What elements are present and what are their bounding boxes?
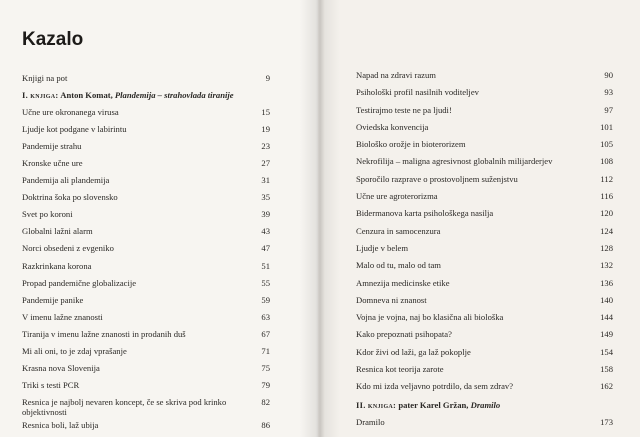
toc-entry-page: 144 (600, 312, 613, 323)
toc-entry-page: 79 (261, 379, 270, 390)
toc-right (356, 70, 613, 434)
toc-entry-page: 93 (604, 87, 613, 98)
toc-entry[interactable] (22, 420, 270, 437)
toc-entry-page: 101 (600, 121, 613, 132)
toc-entry[interactable] (22, 73, 270, 90)
toc-entry-page: 27 (261, 158, 270, 169)
toc-entry-title: Kdor živi od laži, ga laž pokoplje (356, 346, 471, 357)
toc-entry-page: 97 (604, 104, 613, 115)
toc-entry-page: 35 (261, 192, 270, 203)
toc-entry[interactable] (22, 175, 270, 192)
toc-entry-page: 47 (261, 243, 270, 254)
toc-entry-title: Norci obsedeni z evgeniko (22, 243, 114, 254)
toc-entry-title: Tiranija v imenu lažne znanosti in prodanih duš (22, 328, 186, 339)
toc-entry[interactable] (356, 295, 613, 312)
toc-entry-page: 149 (600, 329, 613, 340)
toc-entry-title: Mi ali oni, to je zdaj vprašanje (22, 345, 127, 356)
toc-entry-page: 173 (600, 417, 613, 428)
toc-entry-page: 140 (600, 294, 613, 305)
toc-entry-title: Bidermanova karta psihološkega nasilja (356, 208, 494, 219)
toc-entry-page: 15 (261, 107, 270, 118)
toc-entry[interactable] (356, 364, 613, 381)
toc-book-heading[interactable] (356, 400, 613, 417)
toc-entry-page: 31 (261, 175, 270, 186)
toc-left (22, 73, 270, 437)
toc-entry[interactable] (356, 122, 613, 139)
toc-entry-page: 154 (600, 346, 613, 357)
toc-entry-title: Učne ure agroterorizma (356, 191, 438, 202)
toc-entry[interactable] (356, 87, 613, 104)
toc-entry[interactable] (22, 261, 270, 278)
toc-entry-title: Cenzura in samocenzura (356, 225, 441, 236)
toc-entry-title: Propad pandemične globalizacije (22, 277, 137, 288)
toc-entry[interactable] (22, 346, 270, 363)
toc-entry[interactable] (356, 191, 613, 208)
toc-entry-title: Sporočilo razprave o prostovoljnem suženjstvu (356, 173, 518, 184)
book-title: Dramilo (470, 399, 501, 410)
toc-entry-page: 67 (261, 328, 270, 339)
toc-entry[interactable] (356, 105, 613, 122)
toc-entry-title: Doktrina šoka po slovensko (22, 192, 118, 203)
book-keyword: knjiga: (30, 90, 59, 101)
toc-book-heading[interactable] (22, 90, 270, 107)
toc-entry[interactable] (356, 381, 613, 400)
toc-entry[interactable] (22, 107, 270, 124)
toc-entry-title: Triki s testi PCR (22, 379, 80, 390)
toc-entry-page: 75 (261, 362, 270, 373)
toc-entry[interactable] (22, 243, 270, 260)
toc-entry-page: 9 (265, 73, 270, 83)
toc-entry[interactable] (356, 260, 613, 277)
toc-entry-page: 136 (600, 277, 613, 288)
toc-entry-page: 82 (261, 396, 270, 407)
toc-entry-page: 86 (261, 419, 270, 430)
toc-entry-page: 132 (600, 260, 613, 271)
toc-entry-title: Knjigi na pot (22, 73, 68, 83)
toc-entry-page: 59 (261, 294, 270, 305)
toc-entry-title: Svet po koroni (22, 209, 73, 220)
toc-entry[interactable] (22, 295, 270, 312)
toc-entry-title: Kako prepoznati psihopata? (356, 329, 452, 340)
toc-entry-title: Pandemija ali plandemija (22, 175, 110, 186)
toc-entry-title: Resnica kot teorija zarote (356, 364, 444, 375)
toc-entry-title: Pandemije strahu (22, 141, 82, 152)
toc-entry[interactable] (356, 312, 613, 329)
toc-entry-title: Biološko orožje in bioterorizem (356, 139, 466, 150)
toc-entry-page: 63 (261, 311, 270, 322)
toc-entry-title: Krasna nova Slovenija (22, 362, 100, 373)
toc-entry[interactable] (356, 208, 613, 225)
toc-entry-title: Amnezija medicinske etike (356, 277, 450, 288)
toc-entry-title: Domneva ni znanost (356, 294, 427, 305)
toc-entry-page: 158 (600, 364, 613, 375)
toc-entry[interactable] (22, 209, 270, 226)
toc-entry-page: 71 (261, 345, 270, 356)
toc-entry-page: 51 (261, 260, 270, 271)
toc-book-heading-text (22, 90, 234, 100)
toc-entry-page: 162 (600, 381, 613, 392)
toc-entry-title: V imenu lažne znanosti (22, 311, 103, 322)
toc-entry[interactable] (356, 329, 613, 346)
toc-entry-page: 43 (261, 226, 270, 237)
toc-entry-page: 105 (600, 139, 613, 150)
toc-entry[interactable] (22, 124, 270, 141)
toc-entry-title: Dramilo (356, 417, 385, 428)
toc-entry-page: 23 (261, 141, 270, 152)
book-author: pater Karel Gržan, (398, 399, 469, 410)
toc-entry[interactable] (22, 363, 270, 380)
toc-entry[interactable] (356, 243, 613, 260)
toc-entry[interactable] (356, 417, 613, 434)
toc-entry-title: Kronske učne ure (22, 158, 83, 169)
toc-entry[interactable] (22, 329, 270, 346)
toc-entry[interactable] (22, 192, 270, 209)
toc-entry[interactable] (356, 226, 613, 243)
toc-entry-title: Psihološki profil nasilnih voditeljev (356, 87, 479, 98)
toc-entry[interactable] (22, 141, 270, 158)
toc-entry-page: 116 (600, 191, 613, 202)
toc-entry[interactable] (356, 278, 613, 295)
book-author: Anton Komat, (60, 90, 113, 101)
toc-entry-page: 128 (600, 242, 613, 253)
toc-entry[interactable] (22, 380, 270, 397)
toc-entry[interactable] (356, 139, 613, 156)
toc-entry-title: Vojna je vojna, naj bo klasična ali biološka (356, 312, 504, 323)
toc-entry-title: Globalni lažni alarm (22, 226, 93, 237)
book-title: Plandemija – strahovlada tiranije (114, 90, 234, 101)
toc-entry-title: Ljudje kot podgane v labirintu (22, 124, 127, 135)
toc-entry-title: Resnica je najbolj nevaren koncept, če se skriva pod krinko objektivnosti (22, 396, 227, 418)
toc-entry-title: Oviedska konvencija (356, 121, 429, 132)
toc-entry[interactable] (356, 70, 613, 87)
toc-entry-page: 112 (600, 173, 613, 184)
toc-entry-title: Napad na zdravi razum (356, 70, 436, 80)
toc-entry-title: Kdo mi izda veljavno potrdilo, da sem zdrav? (356, 381, 514, 392)
book-keyword: knjiga: (367, 399, 397, 410)
book-number: II. (356, 399, 366, 410)
toc-entry[interactable] (22, 158, 270, 175)
toc-entry-title: Testirajmo teste ne pa ljudi! (356, 104, 452, 115)
toc-entry-page: 90 (604, 70, 613, 80)
toc-entry[interactable] (22, 312, 270, 329)
toc-entry[interactable] (22, 278, 270, 295)
toc-entry-page: 124 (600, 225, 613, 236)
toc-entry-page: 39 (261, 209, 270, 220)
toc-entry[interactable] (356, 156, 613, 173)
toc-entry-page: 19 (261, 124, 270, 135)
toc-entry[interactable] (356, 174, 613, 191)
toc-entry-title: Učne ure okronanega virusa (22, 107, 119, 118)
book-gutter (300, 0, 340, 437)
toc-entry-title: Razkrinkana korona (22, 260, 92, 271)
page-title: Kazalo (22, 29, 84, 50)
toc-entry-title: Malo od tu, malo od tam (356, 260, 441, 271)
toc-entry-page: 120 (600, 208, 613, 219)
toc-entry-title: Nekrofilija – maligna agresivnost globalnih milijarderjev (356, 156, 553, 167)
toc-entry[interactable] (22, 226, 270, 243)
toc-entry-title: Pandemije panike (22, 294, 84, 305)
toc-entry-page: 55 (261, 277, 270, 288)
toc-entry-title: Ljudje v belem (356, 242, 409, 253)
toc-entry-title: Resnica boli, laž ubija (22, 419, 99, 430)
book-number: I. (22, 90, 29, 101)
toc-book-heading-text (356, 400, 500, 410)
toc-entry[interactable] (356, 347, 613, 364)
toc-entry-page: 108 (600, 156, 613, 167)
toc-entry[interactable] (22, 397, 270, 420)
